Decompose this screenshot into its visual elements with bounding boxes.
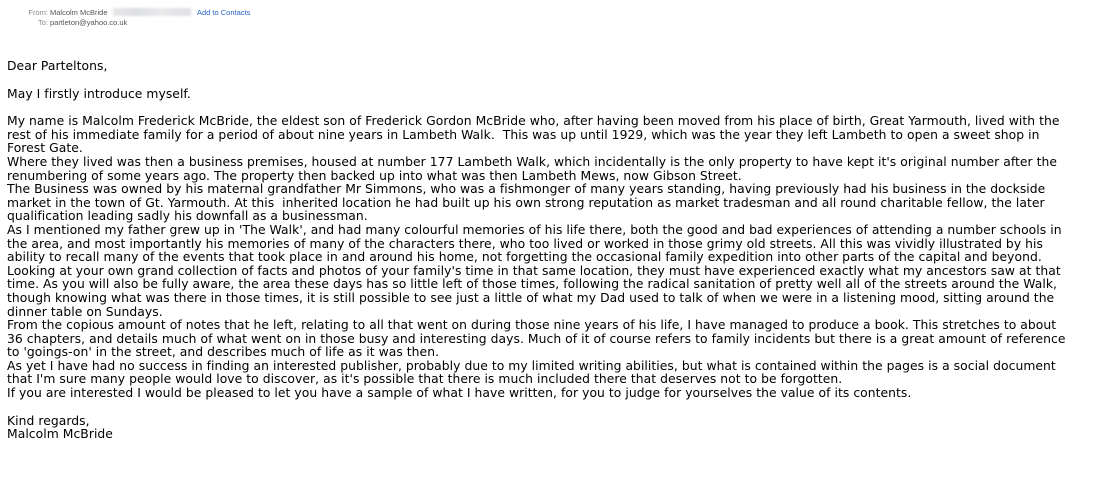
from-label: From:	[28, 8, 48, 17]
sender-name: Malcolm McBride	[50, 8, 108, 17]
body-line: dinner table on Sundays.	[7, 304, 163, 319]
greeting: Dear Parteltons,	[7, 59, 108, 73]
recipient-address: partleton@yahoo.co.uk	[50, 18, 128, 27]
spacer	[7, 74, 1097, 88]
main-paragraph	[7, 115, 1097, 400]
body-line: rest of his immediate family for a period of about nine years in Lambeth Walk. This was up until 1929, which was the year they left Lambeth to open a sweet shop in	[7, 127, 1040, 142]
to-label: To:	[37, 18, 48, 27]
email-header	[0, 8, 400, 28]
body-line: ability to recall many of the events that took place in and around his home, not forgetting the occasional family expedition into other parts of the capital and beyond.	[7, 250, 1042, 265]
body-line: that I'm sure many people would love to discover, as it's possible that there is much included there that deserves not to be forgotten.	[7, 372, 843, 387]
spacer	[7, 401, 1097, 415]
from-row	[0, 8, 400, 18]
body-line: renumbering of some years ago. The property then backed up into what was then Lambeth Mews, now Gibson Street.	[7, 168, 742, 183]
body-line: market in the town of Gt. Yarmouth. At this inherited location he had built up his own strong reputation as market tradesman and all round charitable fellow, the later	[7, 195, 1045, 210]
signature: Malcolm McBride	[7, 427, 113, 442]
spacer	[7, 101, 1097, 115]
body-line: If you are interested I would be pleased to let you have a sample of what I have written, for you to judge for yourselves the value of its contents.	[7, 386, 912, 401]
body-line: 36 chapters, and details much of what went on in those busy and interesting days. Much of it of course refers to family incidents but there is a great amount of reference	[7, 331, 1066, 346]
intro-line: May I firstly introduce myself.	[7, 86, 191, 101]
body-line: From the copious amount of notes that he left, relating to all that went on during those nine years of his life, I have managed to produce a book. This stretches to about	[7, 318, 1057, 333]
from-value	[50, 8, 191, 18]
body-line: As yet I have had no success in finding an interested publisher, probably due to my limited writing abilities, but what is contained within the pages is a social document	[7, 358, 1056, 373]
body-line: qualification leading sadly his downfall as a businessman.	[7, 209, 368, 224]
body-line: Looking at your own grand collection of facts and photos of your family's time in that same location, they must have experienced exactly what my ancestors saw at that	[7, 263, 1061, 278]
body-line: the area, and most importantly his memories of many of the characters there, who too lived or worked in those grimy old streets. All this was vividly illustrated by his	[7, 236, 1043, 251]
body-line: My name is Malcolm Frederick McBride, the eldest son of Frederick Gordon McBride who, after having been moved from his place of birth, Great Yarmouth, lived with the	[7, 114, 1060, 129]
body-line: Forest Gate.	[7, 141, 83, 156]
body-line: Where they lived was then a business premises, housed at number 177 Lambeth Walk, which incidentally is the only property to have kept it's original number after the	[7, 154, 1058, 169]
email-body	[7, 60, 1097, 442]
to-row	[0, 18, 400, 28]
add-to-contacts-link[interactable]: Add to Contacts	[197, 8, 251, 17]
redacted-email	[113, 8, 191, 16]
body-line: to 'goings-on' in the street, and describes much of life as it was then.	[7, 345, 440, 360]
closing: Kind regards,	[7, 413, 90, 428]
body-line: As I mentioned my father grew up in 'The Walk', and had many colourful memories of his life there, both the good and bad experiences of attending a number schools in	[7, 222, 1062, 237]
body-line: though knowing what was there in those times, it is still possible to see just a little of what my Dad used to talk of when we were in a listening mood, sitting around the	[7, 290, 1055, 305]
body-line: time. As you will also be fully aware, the area these days has so little left of those times, following the radical sanitation of pretty well all of the streets around the Walk,	[7, 277, 1058, 292]
body-line: The Business was owned by his maternal grandfather Mr Simmons, who was a fishmonger of many years standing, having previously had his business in the dockside	[7, 182, 1046, 197]
